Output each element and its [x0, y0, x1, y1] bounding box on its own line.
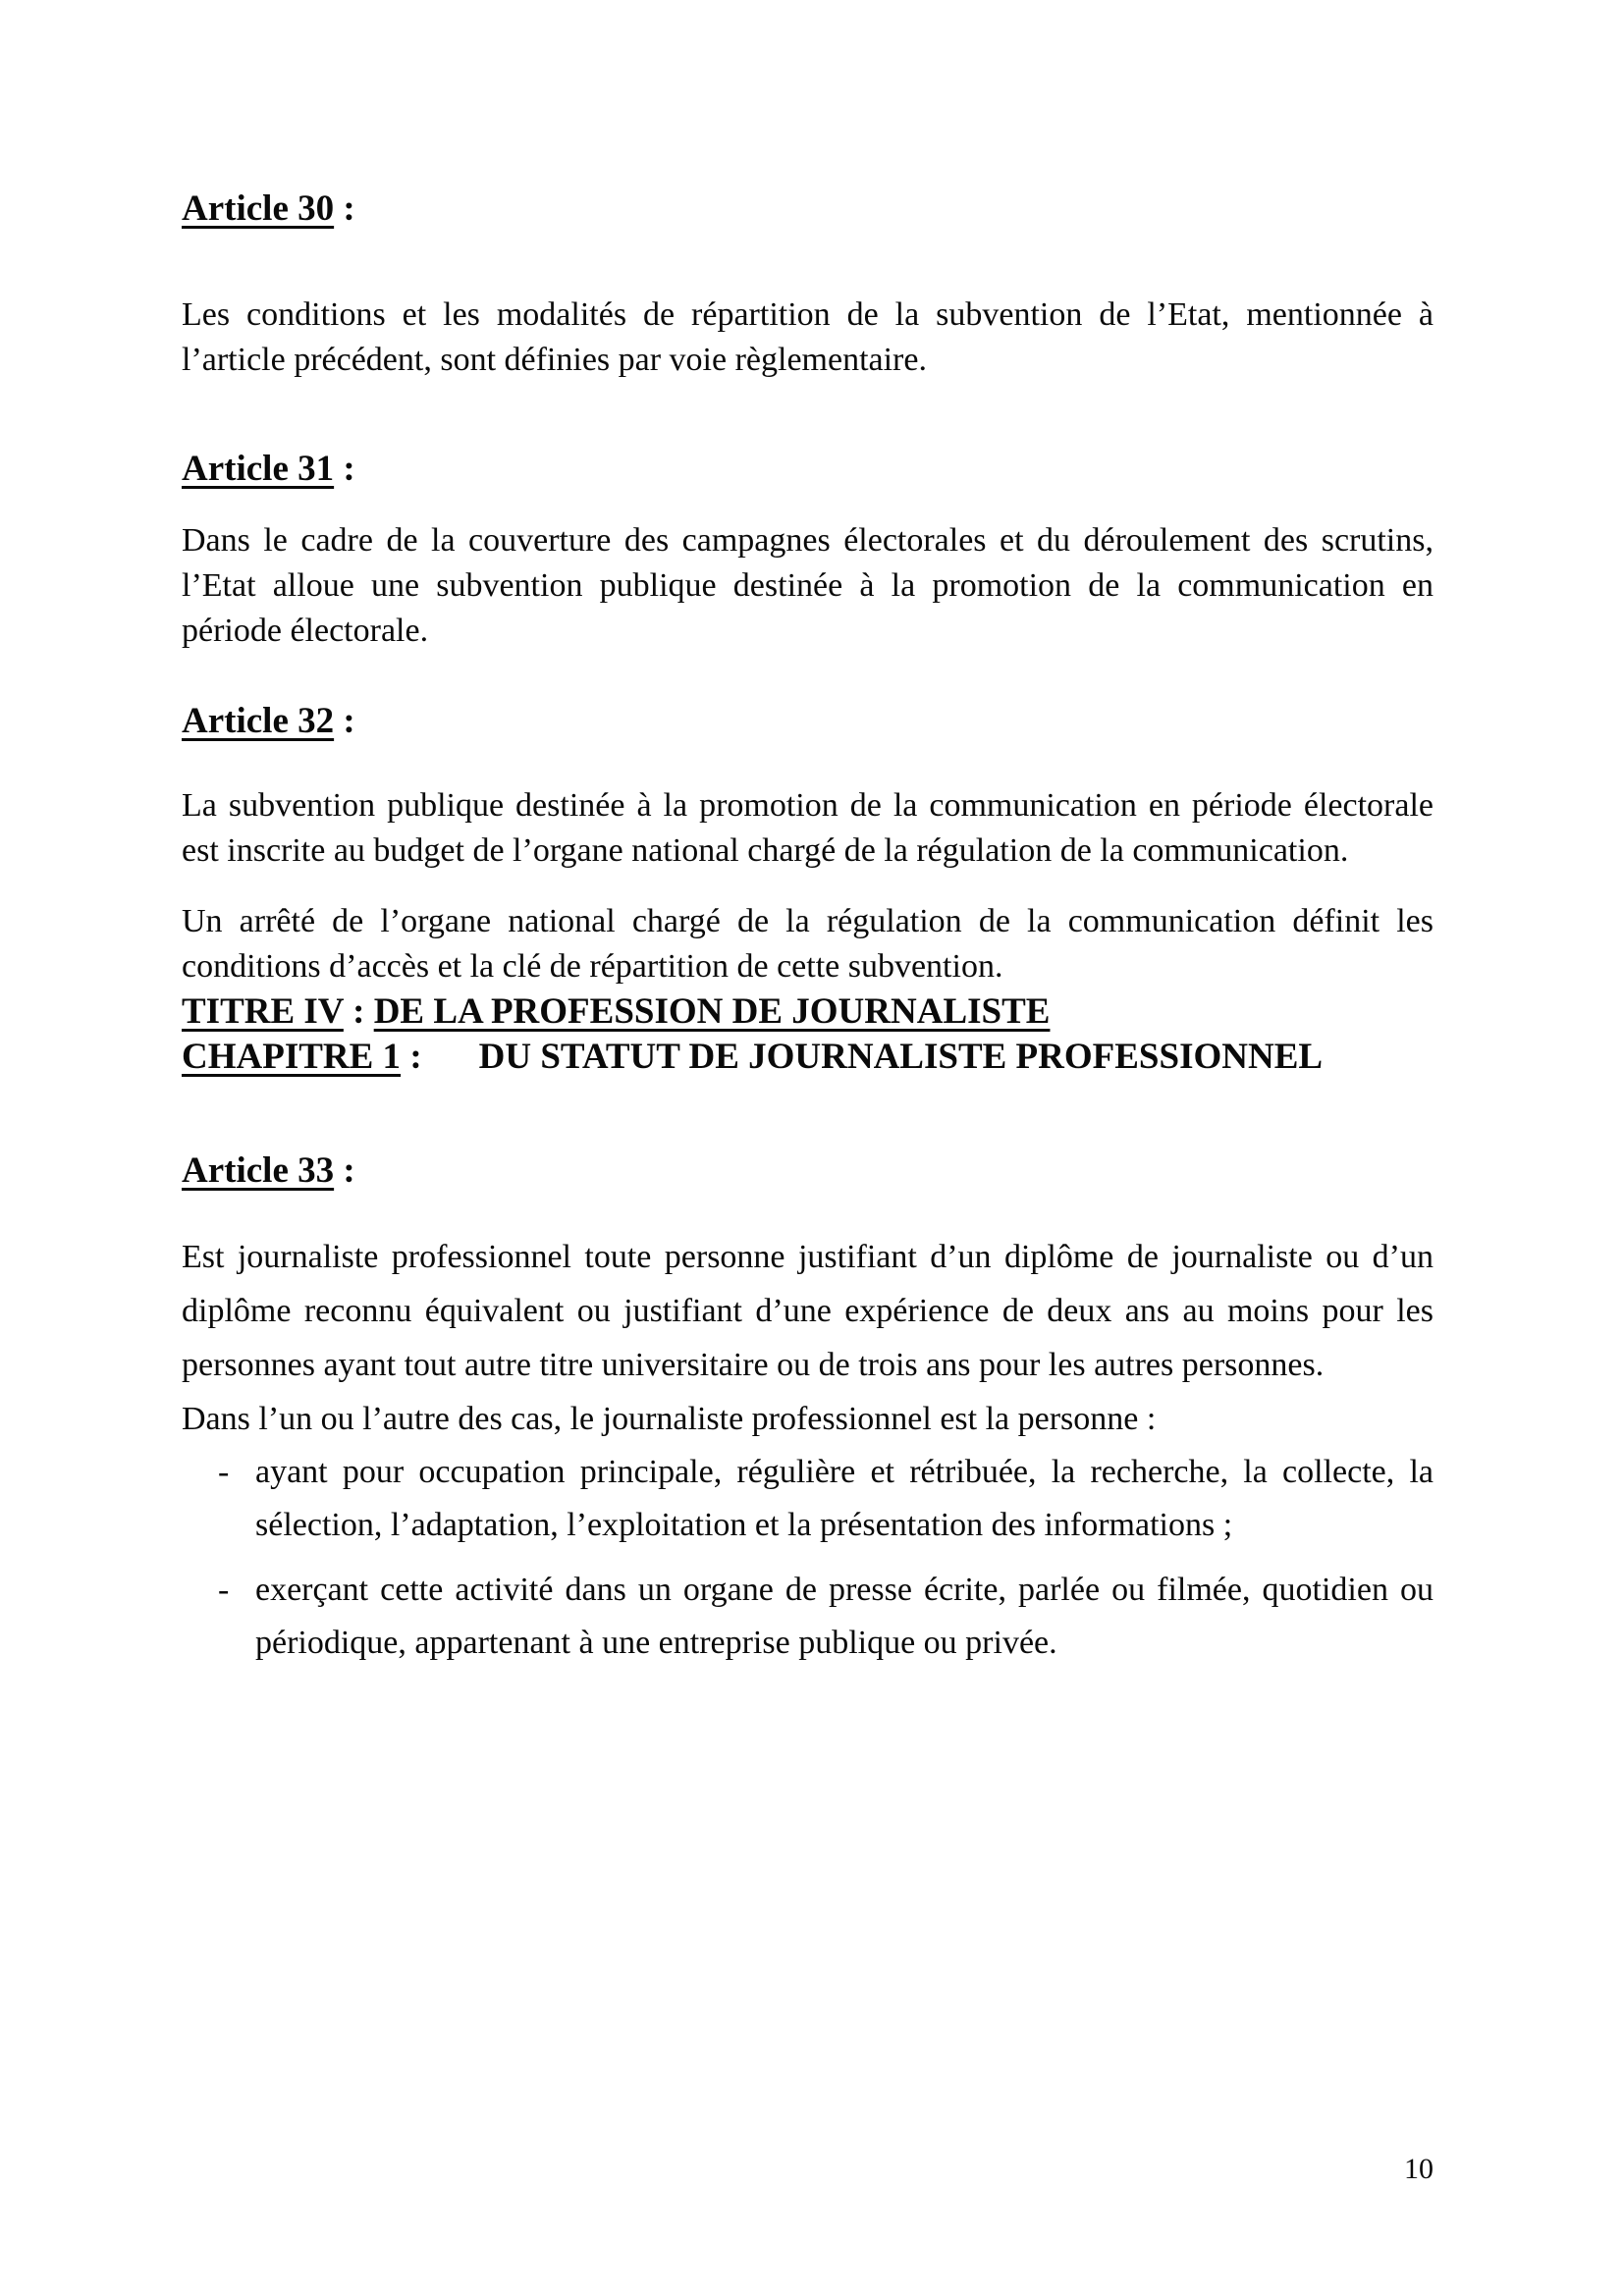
article-31-paragraph: Dans le cadre de la couverture des campagnes électorales et du déroulement des scrutins, l’Etat alloue une subvention publique destinée à la promotion de la communication en période électorale.	[182, 522, 1434, 649]
article-31-heading-label: Article 31	[182, 449, 335, 489]
titre-iv-label: TITRE IV	[182, 991, 344, 1032]
article-31-heading	[182, 447, 1434, 492]
article-33-bullet-list	[182, 1446, 1434, 1670]
article-31-heading-colon: :	[334, 449, 355, 489]
chapitre-1-heading	[182, 1035, 1434, 1080]
article-32-heading-label: Article 32	[182, 701, 335, 741]
dash-bullet-marker: -	[218, 1454, 230, 1490]
article-33-heading-colon: :	[334, 1150, 355, 1191]
article-33-paragraph-2: Dans l’un ou l’autre des cas, le journaliste professionnel est la personne :	[182, 1401, 1157, 1437]
article-32-paragraph-2: Un arrêté de l’organe national chargé de la régulation de la communication définit les conditions d’accès et la clé de répartition de cette subvention.	[182, 903, 1434, 985]
article-33-heading	[182, 1148, 1434, 1194]
titre-iv-separator: :	[343, 991, 374, 1032]
list-item	[182, 1446, 1434, 1552]
article-33-heading-label: Article 33	[182, 1150, 335, 1191]
article-32-paragraph-1: La subvention publique destinée à la promotion de la communication en période électorale est inscrite au budget de l’organe national chargé de la régulation de la communication.	[182, 787, 1434, 869]
page-number: 10	[1404, 2153, 1434, 2185]
article-30-heading-colon: :	[334, 188, 355, 229]
article-33-paragraph-1: Est journaliste professionnel toute personne justifiant d’un diplôme de journaliste ou d’un diplôme reconnu équivalent ou justifiant d’une expérience de deux ans au moins pour les personnes ayant tout autre titre universitaire ou de trois ans pour les autres personnes.	[182, 1239, 1434, 1383]
dash-bullet-marker: -	[218, 1572, 230, 1608]
article-32-heading-colon: :	[334, 701, 355, 741]
list-item-text: exerçant cette activité dans un organe de presse écrite, parlée ou filmée, quotidien ou périodique, appartenant à une entreprise publique ou privée.	[255, 1572, 1434, 1661]
article-30-heading	[182, 187, 1434, 232]
article-30-heading-label: Article 30	[182, 188, 335, 229]
chapitre-1-label: CHAPITRE 1	[182, 1037, 402, 1077]
chapitre-1-text: DU STATUT DE JOURNALISTE PROFESSIONNEL	[478, 1037, 1324, 1077]
chapitre-1-separator: :	[401, 1037, 422, 1077]
article-30-paragraph: Les conditions et les modalités de répartition de la subvention de l’Etat, mentionnée à l’article précédent, sont définies par voie règlementaire.	[182, 296, 1434, 378]
list-item	[182, 1564, 1434, 1670]
titre-iv-text: DE LA PROFESSION DE JOURNALISTE	[373, 991, 1051, 1032]
titre-iv-heading	[182, 989, 1434, 1035]
list-item-text: ayant pour occupation principale, régulière et rétribuée, la recherche, la collecte, la sélection, l’adaptation, l’exploitation et la présentation des informations ;	[255, 1454, 1434, 1543]
article-32-heading	[182, 699, 1434, 744]
